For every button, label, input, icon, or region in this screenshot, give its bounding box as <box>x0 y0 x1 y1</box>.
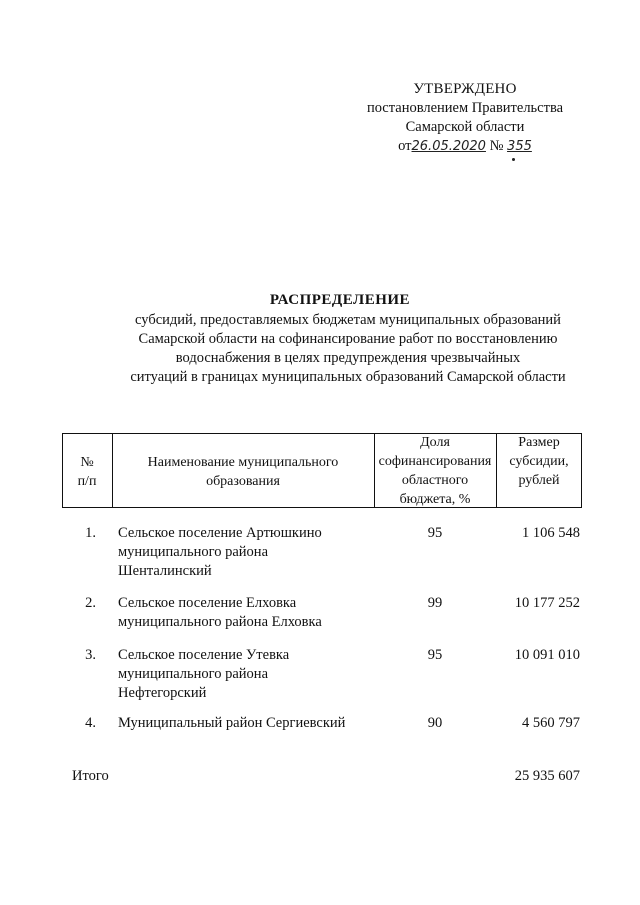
header-name-line: Наименование муниципального <box>147 455 339 470</box>
row-name-line: муниципального района Елховка <box>118 614 322 630</box>
subtitle-line: ситуаций в границах муниципальных образований Самарской области <box>130 369 566 385</box>
row-name <box>118 646 378 703</box>
header-name <box>112 453 374 491</box>
row-number: 3. <box>85 647 96 663</box>
document-title: РАСПРЕДЕЛЕНИЕ <box>269 292 411 308</box>
header-share-line: областного <box>401 473 469 488</box>
header-amount-line: рублей <box>518 473 560 488</box>
ink-dot <box>512 158 515 161</box>
table-border-bottom <box>62 507 582 508</box>
total-label: Итого <box>72 768 109 784</box>
header-num-line: № <box>80 455 94 470</box>
header-share-line: Доля <box>420 435 450 450</box>
row-name-line: Сельское поселение Утевка <box>118 647 290 663</box>
document-subtitle <box>96 311 600 387</box>
row-amount: 10 091 010 <box>514 647 580 663</box>
row-amount: 1 106 548 <box>522 525 580 541</box>
approval-date: 26.05.2020 <box>411 139 486 154</box>
subtitle-line: субсидий, предоставляемых бюджетам муниципальных образований <box>135 312 561 328</box>
row-name-line: Шенталинский <box>118 563 212 579</box>
row-name-line: муниципального района <box>118 544 268 560</box>
approval-date-line <box>350 137 580 156</box>
row-name <box>118 524 378 581</box>
row-number: 4. <box>85 715 96 731</box>
row-amount: 4 560 797 <box>522 715 580 731</box>
row-share: 99 <box>427 595 443 611</box>
header-amount-line: субсидии, <box>509 454 569 469</box>
row-share: 90 <box>427 715 443 731</box>
approval-number: 355 <box>507 139 532 154</box>
row-number: 2. <box>85 595 96 611</box>
subtitle-line: водоснабжения в целях предупреждения чрезвычайных <box>175 350 521 366</box>
total-amount: 25 935 607 <box>514 768 580 784</box>
row-name <box>118 594 378 632</box>
row-amount: 10 177 252 <box>514 595 580 611</box>
header-amount-line: Размер <box>518 435 560 450</box>
header-share-line: бюджета, % <box>399 492 471 507</box>
header-share-line: софинансирования <box>378 454 492 469</box>
number-prefix: № <box>489 138 504 154</box>
row-name <box>118 714 378 733</box>
approval-region: Самарской области <box>405 119 525 135</box>
header-num <box>62 453 112 491</box>
header-num-line: п/п <box>77 474 97 489</box>
table-header <box>62 433 582 508</box>
header-amount <box>496 433 582 490</box>
row-share: 95 <box>427 525 443 541</box>
row-share: 95 <box>427 647 443 663</box>
approval-heading: УТВЕРЖДЕНО <box>413 81 517 97</box>
subtitle-line: Самарской области на софинансирование работ по восстановлению <box>138 331 558 347</box>
date-prefix: от <box>398 138 412 154</box>
row-name-line: Сельское поселение Елховка <box>118 595 297 611</box>
row-name-line: муниципального района <box>118 666 268 682</box>
approval-block <box>350 80 580 156</box>
row-name-line: Муниципальный район Сергиевский <box>118 715 346 731</box>
row-name-line: Сельское поселение Артюшкино <box>118 525 322 541</box>
approval-authority: постановлением Правительства <box>366 100 564 116</box>
header-share <box>374 433 496 509</box>
header-name-line: образования <box>206 474 280 489</box>
row-number: 1. <box>85 525 96 541</box>
row-name-line: Нефтегорский <box>118 685 207 701</box>
